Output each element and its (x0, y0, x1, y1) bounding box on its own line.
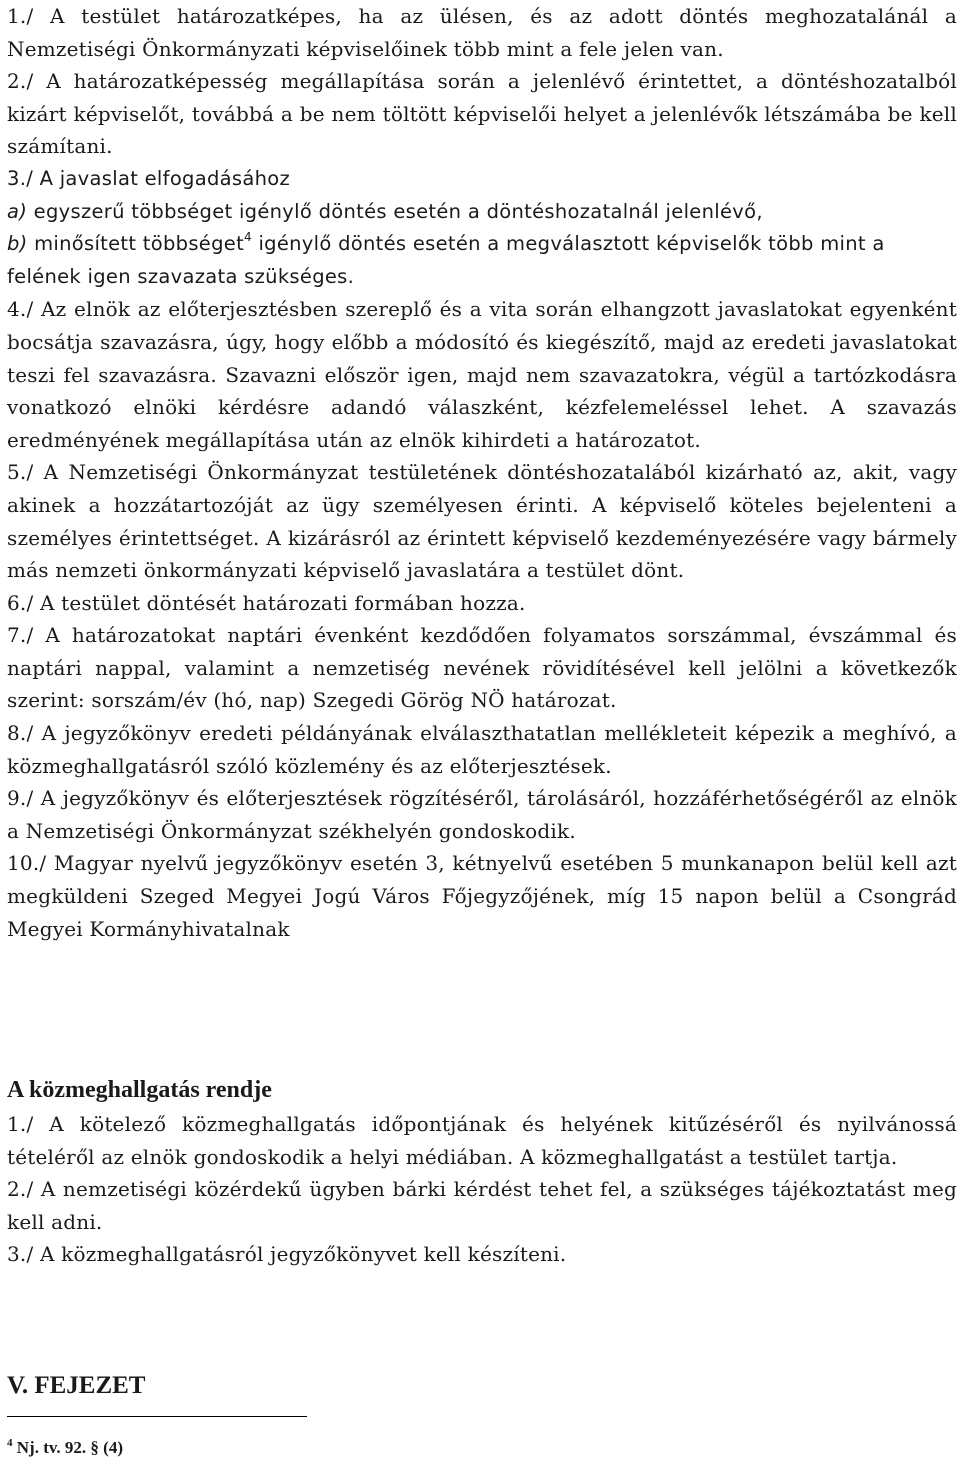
section-paragraph-1: 1./ A kötelező közmeghallgatás időpontjának és helyének kitűzéséről és nyilvánossá tételéről az elnök gondoskodik a helyi médiában. A közmeghallgatást a testület tartja. (7, 1112, 957, 1169)
paragraph-2: 2./ A határozatképesség megállapítása során a jelenlévő érintettet, a döntéshozatalból kizárt képviselőt, továbbá a be nem töltött képviselői helyet a jelenlévők létszámába be kell számítani. (7, 69, 957, 159)
paragraph-3b (7, 228, 957, 293)
chapter-title: V. FEJEZET (7, 1372, 146, 1399)
paragraph-4: 4./ Az elnök az előterjesztésben szereplő és a vita során elhangzott javaslatokat egyenként bocsátja szavazásra, úgy, hogy előbb a módosító és kiegészítő, majd az eredeti javaslatokat teszi fel szavazásra. Szavazni először igen, majd nem szavazatokra, végül a tartózkodásra vonatkozó elnöki kérdésre adandó válaszként, kézfelemeléssel lehet. A szavazás eredményének megállapítása után az elnök kihirdeti a határozatot. (7, 297, 957, 452)
paragraph-3a (7, 196, 957, 229)
paragraph-3: 3./ A javaslat elfogadásához (7, 166, 291, 190)
footnote-reference[interactable]: 4 (244, 230, 252, 245)
item-prefix-a: a) (7, 199, 28, 223)
footnote-divider (7, 1416, 307, 1417)
item-prefix-b: b) (7, 232, 28, 256)
paragraph-5: 5./ A Nemzetiségi Önkormányzat testületének döntéshozatalából kizárható az, akit, vagy akinek a hozzátartozóját az ügy személyesen érinti. A képviselő köteles bejelenteni a személyes érintettséget. A kizárásról az érintett képviselő kezdeményezésére vagy bármely más nemzeti önkormányzati képviselő javaslatára a testület dönt. (7, 460, 957, 583)
document-page (7, 0, 957, 1457)
section-paragraph-2: 2./ A nemzetiségi közérdekű ügyben bárki kérdést tehet fel, a szükséges tájékoztatást meg kell adni. (7, 1177, 957, 1234)
paragraph-6: 6./ A testület döntését határozati formában hozza. (7, 590, 526, 615)
section-body (7, 1108, 957, 1271)
main-body (7, 0, 957, 945)
item-text-b-after: igénylő döntés esetén a megválasztott képviselők több mint a felének igen szavazata szükséges. (7, 232, 885, 288)
item-text-a: egyszerű többséget igénylő döntés esetén a döntéshozatalnál jelenlévő, (27, 199, 763, 223)
item-text-b-before: minősített többséget (27, 232, 245, 256)
section-title: A közmeghallgatás rendje (7, 1077, 272, 1103)
paragraph-1: 1./ A testület határozatképes, ha az ülésen, és az adott döntés meghozatalánál a Nemzetiségi Önkormányzati képviselőinek több mint a fele jelen van. (7, 4, 957, 61)
paragraph-10: 10./ Magyar nyelvű jegyzőkönyv esetén 3, kétnyelvű esetében 5 munkanapon belül kell azt megküldeni Szeged Megyei Jogú Város Főjegyzőjének, míg 15 napon belül a Csongrád Megyei Kormányhivatalnak (7, 851, 957, 941)
footnote (7, 1438, 123, 1458)
footnote-number: 4 (7, 1437, 13, 1449)
paragraph-7: 7./ A határozatokat naptári évenként kezdődően folyamatos sorszámmal, évszámmal és naptári nappal, valamint a nemzetiség nevének rövidítésével kell jelölni a következők szerint: sorszám/év (hó, nap) Szegedi Görög NÖ határozat. (7, 623, 957, 713)
paragraph-8: 8./ A jegyzőkönyv eredeti példányának elválaszthatatlan mellékleteit képezik a meghívó, a közmeghallgatásról szóló közlemény és az előterjesztések. (7, 721, 957, 778)
paragraph-9: 9./ A jegyzőkönyv és előterjesztések rögzítéséről, tárolásáról, hozzáférhetőségéről az elnök a Nemzetiségi Önkormányzat székhelyén gondoskodik. (7, 786, 957, 843)
footnote-text: Nj. tv. 92. § (4) (12, 1438, 123, 1457)
section-paragraph-3: 3./ A közmeghallgatásról jegyzőkönyvet kell készíteni. (7, 1242, 567, 1267)
